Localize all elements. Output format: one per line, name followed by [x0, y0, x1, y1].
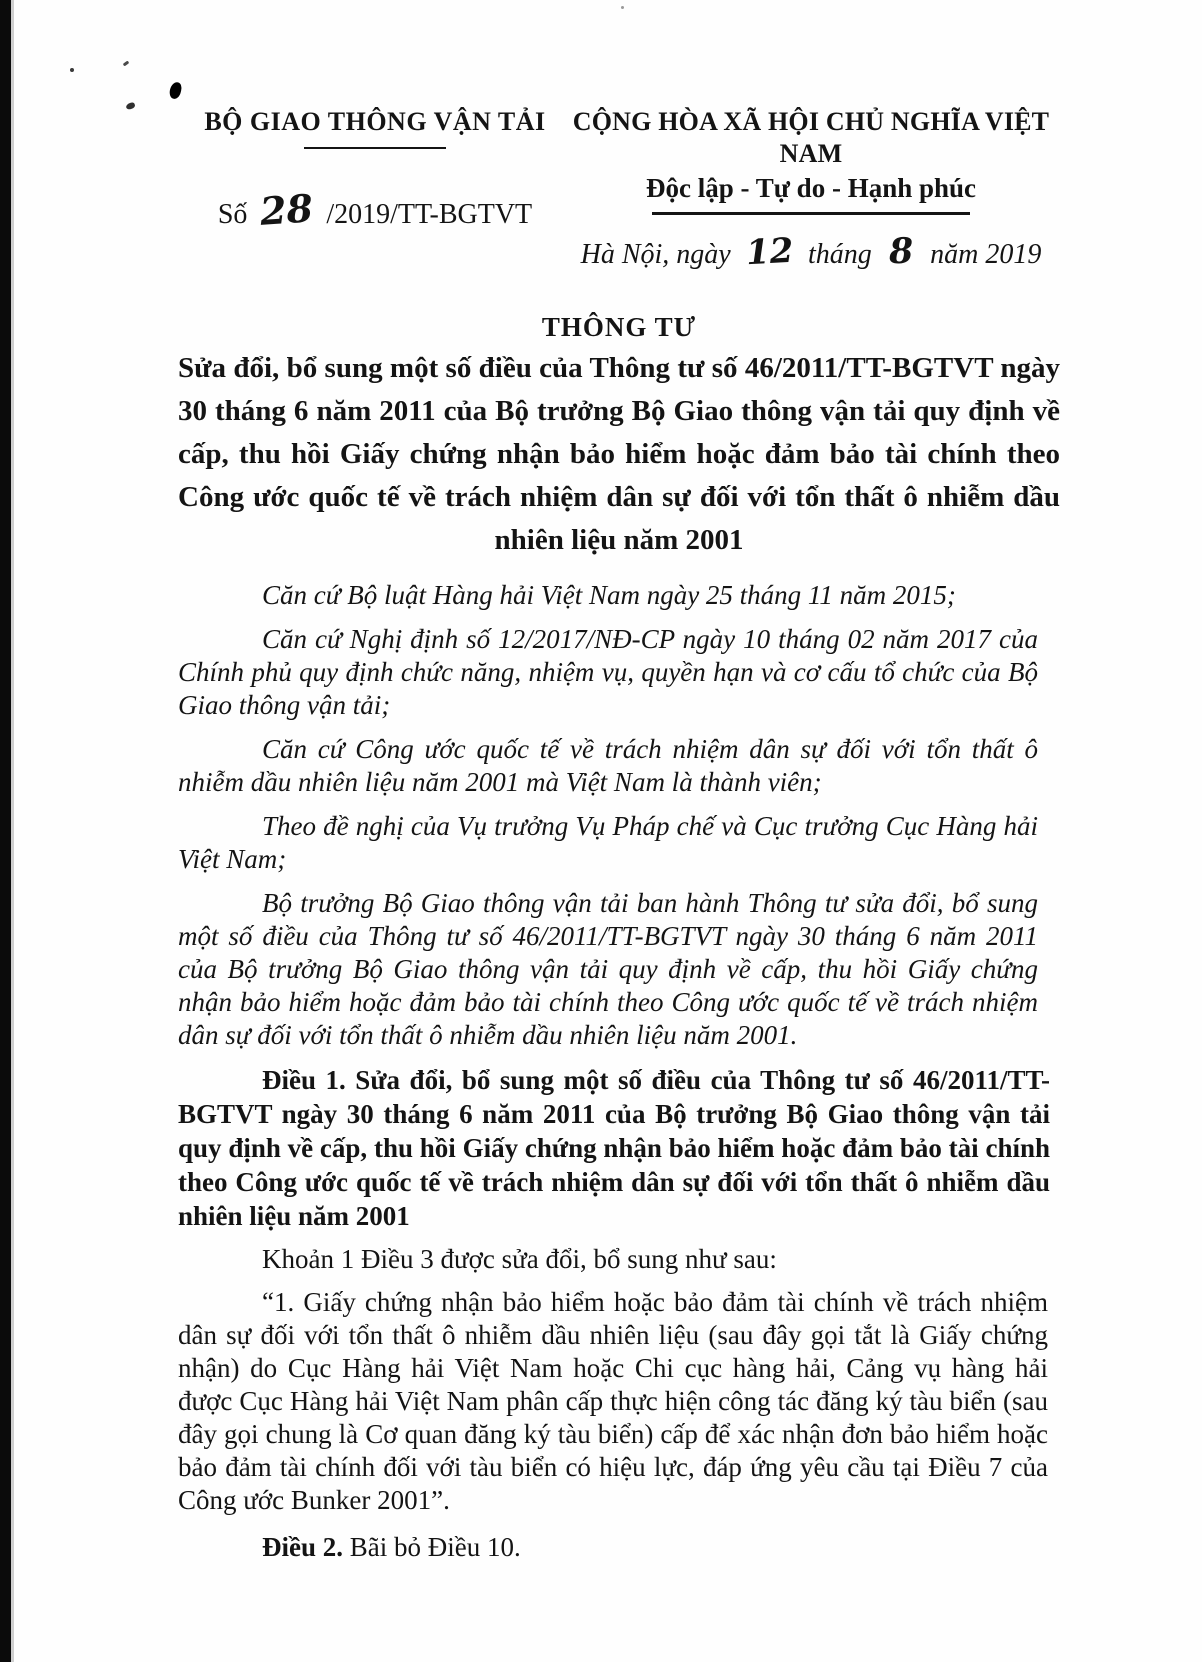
article-1-quoted-clause: “1. Giấy chứng nhận bảo hiểm hoặc bảo đảm tài chính về trách nhiệm dân sự đối với tổn thất ô nhiễm dầu nhiên liệu (sau đây gọi tắt là Giấy chứng nhận) do Cục Hàng hải Việt Nam hoặc Chi cục hàng hải, Cảng vụ hàng hải được Cục Hàng hải Việt Nam phân cấp thực hiện công tác đăng ký tàu biển (sau đây gọi chung là Cơ quan đăng ký tàu biển) cấp để xác nhận đơn bảo hiểm hoặc bảo đảm tài chính đối với tàu biển có hiệu lực, đáp ứng yêu cầu tại Điều 7 của Công ước Bunker 2001”. [178, 1287, 1048, 1515]
article-1-heading: Điều 1. Sửa đổi, bổ sung một số điều của Thông tư số 46/2011/TT-BGTVT ngày 30 tháng 6 năm 2011 của Bộ trưởng Bộ Giao thông vận tải quy định về cấp, thu hồi Giấy chứng nhận bảo hiểm hoặc đảm bảo tài chính theo Công ước quốc tế về trách nhiệm dân sự đối với tổn thất ô nhiễm dầu nhiên liệu năm 2001 [178, 1065, 1050, 1231]
preamble-paragraph: Căn cứ Công ước quốc tế về trách nhiệm dân sự đối với tổn thất ô nhiễm dầu nhiên liệu năm 2001 mà Việt Nam là thành viên; [178, 734, 1038, 797]
document-number-handwritten: 28 [258, 185, 315, 234]
preamble-paragraph: Theo đề nghị của Vụ trưởng Vụ Pháp chế và Cục trưởng Cục Hàng hải Việt Nam; [178, 811, 1038, 874]
national-title: CỘNG HÒA XÃ HỘI CHỦ NGHĨA VIỆT NAM [572, 107, 1050, 168]
date-suffix: năm 2019 [930, 239, 1042, 270]
preamble-paragraph: Căn cứ Bộ luật Hàng hải Việt Nam ngày 25 tháng 11 năm 2015; [262, 580, 956, 610]
issue-place-date [562, 230, 1060, 274]
scan-speck [123, 61, 130, 67]
date-prefix: Hà Nội, ngày [580, 239, 731, 270]
date-middle: tháng [808, 239, 872, 270]
scan-speck [70, 68, 74, 72]
article-1-intro: Khoản 1 Điều 3 được sửa đổi, bổ sung như sau: [262, 1244, 777, 1274]
article-2 [178, 1531, 1048, 1564]
scan-edge-strip [0, 0, 11, 1662]
national-motto: Độc lập - Tự do - Hạnh phúc [645, 173, 977, 203]
document-number [192, 185, 558, 234]
ministry-underline [304, 147, 446, 149]
article-2-text: Bãi bỏ Điều 10. [343, 1532, 521, 1562]
document-number-suffix: /2019/TT-BGTVT [326, 199, 533, 230]
preamble-paragraph: Căn cứ Nghị định số 12/2017/NĐ-CP ngày 10 tháng 02 năm 2017 của Chính phủ quy định chức năng, nhiệm vụ, quyền hạn và cơ cấu tổ chức của Bộ Giao thông vận tải; [178, 624, 1038, 720]
scan-edge-shadow [11, 0, 14, 1662]
month-handwritten: 8 [888, 230, 914, 273]
preamble-paragraph: Bộ trưởng Bộ Giao thông vận tải ban hành Thông tư sửa đổi, bổ sung một số điều của Thông tư số 46/2011/TT-BGTVT ngày 30 tháng 6 năm 2011 của Bộ trưởng Bộ Giao thông vận tải quy định về cấp, thu hồi Giấy chứng nhận bảo hiểm hoặc đảm bảo tài chính theo Công ước quốc tế về trách nhiệm dân sự đối với tổn thất ô nhiễm dầu nhiên liệu năm 2001. [178, 888, 1038, 1050]
document-content [178, 0, 1060, 1564]
document-subject-title: Sửa đổi, bổ sung một số điều của Thông tư số 46/2011/TT-BGTVT ngày 30 tháng 6 năm 2011 của Bộ trưởng Bộ Giao thông vận tải quy định về cấp, thu hồi Giấy chứng nhận bảo hiểm hoặc đảm bảo tài chính theo Công ước quốc tế về trách nhiệm dân sự đối với tổn thất ô nhiễm dầu nhiên liệu năm 2001 [178, 352, 1060, 556]
national-heading-block [562, 106, 1060, 273]
scan-speck [125, 102, 135, 110]
document-number-label: Số [217, 199, 248, 230]
document-type-title: THÔNG TƯ [541, 312, 697, 342]
day-handwritten: 12 [744, 230, 795, 274]
document-header [178, 106, 1060, 273]
ministry-name: BỘ GIAO THÔNG VẬN TẢI [204, 107, 546, 136]
issuing-agency-block [192, 106, 558, 273]
motto-underline [652, 212, 970, 215]
article-2-label: Điều 2. [262, 1532, 343, 1562]
